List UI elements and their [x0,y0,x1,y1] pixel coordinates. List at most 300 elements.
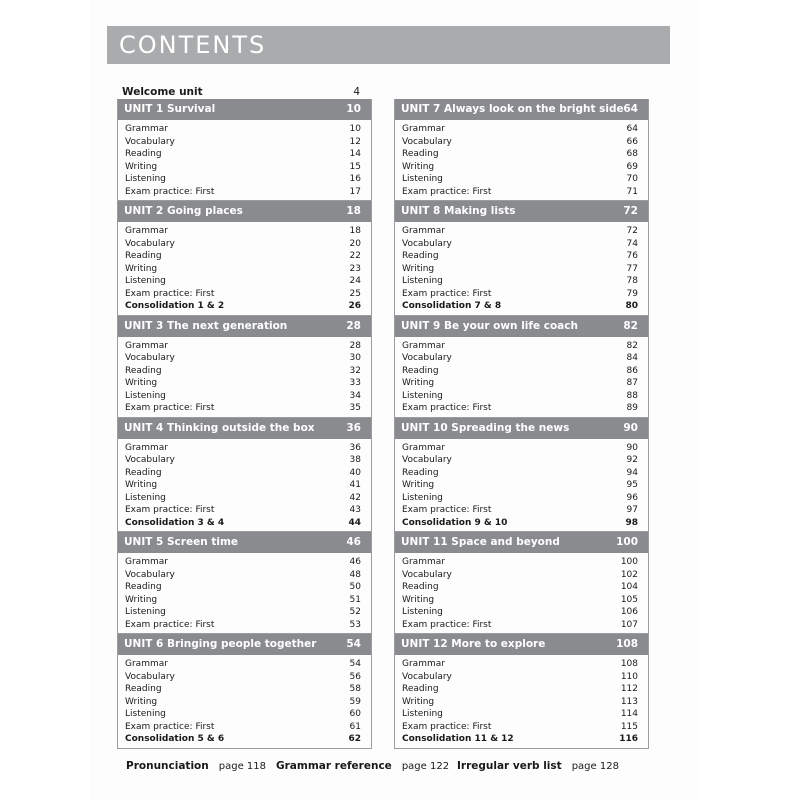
section-row[interactable] [402,683,638,696]
section-label: Reading [402,684,439,694]
section-row[interactable] [402,402,638,415]
section-page: 71 [626,186,638,197]
section-row[interactable] [402,581,638,594]
consolidation-label: Consolidation 9 & 10 [402,517,508,528]
unit-sections [395,120,648,200]
section-page: 15 [349,161,361,172]
section-row[interactable] [402,606,638,619]
welcome-unit-label: Welcome unit [122,86,203,98]
section-page: 87 [626,378,638,388]
unit-block [394,201,649,316]
section-label: Vocabulary [402,238,452,249]
section-row[interactable] [125,365,361,378]
section-row[interactable] [402,123,638,136]
unit-page: 18 [346,205,361,217]
section-row[interactable] [125,492,361,505]
welcome-unit-row[interactable] [122,84,360,100]
unit-page: 108 [616,638,638,650]
section-page: 41 [349,480,361,490]
section-page: 106 [620,607,638,617]
unit-header[interactable] [395,634,648,655]
section-row[interactable] [402,504,638,517]
footer-label: Irregular verb list [457,760,562,772]
unit-sections [395,553,648,633]
section-page: 89 [626,403,638,413]
section-label: Reading [402,582,439,592]
section-row[interactable] [402,454,638,467]
section-page: 48 [349,569,361,580]
section-label: Vocabulary [125,455,175,465]
unit-header[interactable] [395,418,648,439]
section-label: Exam practice: First [125,619,215,630]
section-row[interactable] [125,340,361,353]
section-label: Vocabulary [402,671,452,682]
section-row[interactable] [402,390,638,403]
section-page: 38 [349,455,361,465]
unit-title: UNIT 10 Spreading the news [401,421,570,434]
section-row[interactable] [125,606,361,619]
section-page: 22 [349,251,361,261]
section-row[interactable] [125,696,361,709]
unit-header[interactable] [395,201,648,222]
contents-banner [107,26,670,64]
unit-page: 36 [346,421,361,434]
section-page: 14 [349,149,361,159]
section-label: Writing [125,378,158,388]
section-label: Listening [402,390,443,401]
section-label: Reading [125,684,162,694]
section-row[interactable] [402,263,638,276]
section-page: 95 [626,480,638,490]
unit-sections [395,337,648,417]
section-page: 70 [626,174,638,184]
section-label: Listening [125,390,166,401]
section-row[interactable] [125,123,361,136]
unit-header[interactable] [118,418,371,439]
section-page: 100 [620,557,638,567]
unit-sections [118,655,371,748]
section-label: Listening [125,607,166,617]
section-label: Grammar [125,226,168,236]
consolidation-row[interactable] [402,517,638,530]
section-row[interactable] [402,186,638,199]
unit-title: UNIT 9 Be your own life coach [401,319,578,332]
section-row[interactable] [125,683,361,696]
section-label: Writing [402,378,435,388]
section-page: 20 [349,238,361,249]
section-row[interactable] [125,708,361,721]
consolidation-page: 26 [348,301,361,311]
section-page: 46 [349,557,361,567]
section-page: 115 [620,721,638,732]
section-row[interactable] [402,365,638,378]
section-row[interactable] [125,173,361,186]
section-label: Reading [402,149,439,159]
section-row[interactable] [125,377,361,390]
section-label: Writing [402,161,435,172]
section-page: 69 [626,161,638,172]
consolidation-page: 98 [625,517,638,528]
section-label: Writing [125,480,158,490]
section-row[interactable] [402,340,638,353]
section-page: 105 [620,594,638,605]
section-page: 72 [626,226,638,236]
section-page: 36 [349,442,361,453]
unit-page: 82 [623,319,638,332]
section-page: 30 [349,353,361,363]
section-row[interactable] [125,467,361,480]
section-label: Vocabulary [125,569,175,580]
section-page: 53 [349,619,361,630]
section-row[interactable] [125,556,361,569]
section-row[interactable] [125,186,361,199]
section-label: Writing [125,161,158,172]
unit-block [117,99,372,201]
section-label: Writing [125,263,158,274]
section-page: 60 [349,709,361,719]
unit-sections [118,439,371,532]
section-label: Writing [125,594,158,605]
section-label: Reading [125,582,162,592]
section-label: Writing [125,696,158,707]
unit-page: 10 [346,103,361,115]
section-page: 59 [349,696,361,707]
unit-page: 54 [346,638,361,650]
section-row[interactable] [402,658,638,671]
section-row[interactable] [125,352,361,365]
section-row[interactable] [402,479,638,492]
section-row[interactable] [402,377,638,390]
section-label: Exam practice: First [125,288,215,299]
section-page: 40 [349,467,361,478]
section-row[interactable] [125,136,361,149]
section-page: 88 [626,390,638,401]
section-row[interactable] [125,504,361,517]
unit-header[interactable] [118,316,371,337]
section-page: 96 [626,492,638,503]
consolidation-row[interactable] [125,733,361,746]
section-page: 78 [626,276,638,286]
section-page: 74 [626,238,638,249]
section-row[interactable] [125,454,361,467]
footer-label: Pronunciation [126,760,209,772]
section-row[interactable] [125,238,361,251]
section-page: 64 [626,124,638,134]
section-label: Grammar [402,659,445,669]
unit-page: 64 [623,103,638,115]
section-row[interactable] [125,569,361,582]
section-page: 76 [626,251,638,261]
unit-block [394,532,649,634]
section-row[interactable] [402,671,638,684]
section-label: Writing [402,480,435,490]
section-label: Grammar [402,557,445,567]
section-label: Exam practice: First [402,619,492,630]
unit-block [117,532,372,634]
unit-title: UNIT 5 Screen time [124,536,239,548]
section-row[interactable] [125,288,361,301]
section-label: Listening [402,607,443,617]
section-page: 86 [626,365,638,376]
section-label: Reading [402,365,439,376]
unit-sections [118,222,371,315]
section-row[interactable] [402,225,638,238]
section-row[interactable] [125,250,361,263]
section-page: 94 [626,467,638,478]
section-page: 16 [349,174,361,184]
section-label: Vocabulary [125,136,175,147]
section-label: Grammar [125,557,168,567]
section-label: Writing [402,696,435,707]
unit-page: 90 [623,421,638,434]
section-label: Vocabulary [125,353,175,363]
section-label: Exam practice: First [125,505,215,515]
consolidation-label: Consolidation 3 & 4 [125,517,225,528]
unit-title: UNIT 12 More to explore [401,638,546,650]
section-label: Listening [125,276,166,286]
unit-sections [395,222,648,315]
section-label: Reading [402,251,439,261]
consolidation-label: Consolidation 7 & 8 [402,301,502,311]
section-label: Reading [125,251,162,261]
section-page: 79 [626,288,638,299]
section-row[interactable] [125,275,361,288]
unit-block [394,634,649,749]
unit-block [117,201,372,316]
section-label: Vocabulary [402,136,452,147]
section-page: 28 [349,340,361,351]
section-page: 114 [620,709,638,719]
section-page: 90 [626,442,638,453]
section-label: Reading [125,149,162,159]
section-page: 52 [349,607,361,617]
section-page: 112 [620,684,638,694]
section-row[interactable] [125,581,361,594]
section-row[interactable] [402,492,638,505]
section-row[interactable] [402,708,638,721]
section-page: 24 [349,276,361,286]
section-label: Vocabulary [125,671,175,682]
section-row[interactable] [402,288,638,301]
unit-block [117,418,372,533]
section-page: 51 [349,594,361,605]
footer-label: Grammar reference [276,760,392,772]
section-row[interactable] [402,442,638,455]
section-row[interactable] [402,148,638,161]
section-label: Grammar [125,124,168,134]
consolidation-page: 62 [348,734,361,744]
section-page: 23 [349,263,361,274]
unit-header[interactable] [118,99,371,120]
section-row[interactable] [402,569,638,582]
section-label: Grammar [125,659,168,669]
unit-page: 100 [616,536,638,548]
unit-title: UNIT 1 Survival [124,103,216,115]
unit-title: UNIT 7 Always look on the bright side [401,103,624,115]
section-label: Grammar [125,340,168,351]
section-label: Listening [125,174,166,184]
unit-header[interactable] [118,201,371,222]
section-page: 92 [626,455,638,465]
section-label: Exam practice: First [402,403,492,413]
consolidation-label: Consolidation 1 & 2 [125,301,225,311]
consolidation-row[interactable] [402,300,638,313]
section-page: 54 [349,659,361,669]
consolidation-page: 80 [625,301,638,311]
section-page: 82 [626,340,638,351]
section-label: Exam practice: First [402,186,492,197]
unit-header[interactable] [395,532,648,553]
section-row[interactable] [402,136,638,149]
section-page: 18 [349,226,361,236]
section-row[interactable] [125,442,361,455]
section-row[interactable] [402,173,638,186]
section-page: 43 [349,505,361,515]
unit-sections [118,120,371,200]
section-label: Exam practice: First [402,721,492,732]
section-page: 12 [349,136,361,147]
section-page: 58 [349,684,361,694]
section-label: Grammar [125,442,168,453]
section-page: 107 [620,619,638,630]
unit-block [394,99,649,201]
section-label: Grammar [402,442,445,453]
consolidation-label: Consolidation 11 & 12 [402,734,514,744]
section-label: Exam practice: First [125,721,215,732]
section-row[interactable] [402,696,638,709]
unit-sections [395,655,648,748]
footer-grammar-reference[interactable] [276,759,449,773]
unit-block [117,316,372,418]
section-row[interactable] [125,619,361,632]
section-row[interactable] [125,390,361,403]
section-row[interactable] [125,148,361,161]
unit-block [117,634,372,749]
section-row[interactable] [125,671,361,684]
section-row[interactable] [125,225,361,238]
unit-sections [395,439,648,532]
unit-title: UNIT 6 Bringing people together [124,638,317,650]
section-label: Vocabulary [125,238,175,249]
section-page: 110 [620,671,638,682]
section-row[interactable] [402,275,638,288]
section-row[interactable] [402,556,638,569]
section-page: 108 [620,659,638,669]
section-page: 104 [620,582,638,592]
section-row[interactable] [125,594,361,607]
section-row[interactable] [125,402,361,415]
section-row[interactable] [125,658,361,671]
section-row[interactable] [402,352,638,365]
section-label: Reading [125,467,162,478]
contents-column-right [394,99,649,749]
section-label: Vocabulary [402,569,452,580]
section-label: Writing [402,263,435,274]
section-page: 84 [626,353,638,363]
section-label: Vocabulary [402,455,452,465]
consolidation-label: Consolidation 5 & 6 [125,734,225,744]
section-row[interactable] [402,250,638,263]
section-page: 66 [626,136,638,147]
unit-title: UNIT 3 The next generation [124,319,288,332]
footer-pronunciation[interactable] [126,759,266,773]
unit-page: 28 [346,319,361,332]
section-label: Exam practice: First [125,403,215,413]
section-row[interactable] [125,721,361,734]
section-label: Exam practice: First [402,505,492,515]
section-row[interactable] [125,263,361,276]
section-row[interactable] [402,161,638,174]
section-label: Listening [402,709,443,719]
unit-title: UNIT 8 Making lists [401,205,516,217]
welcome-unit-page: 4 [353,86,360,98]
section-page: 17 [349,186,361,197]
footer-page: page 118 [218,761,266,772]
footer-page: page 122 [401,761,450,772]
section-page: 77 [626,263,638,274]
unit-header[interactable] [395,316,648,337]
section-row[interactable] [402,594,638,607]
section-label: Listening [402,276,443,286]
section-page: 102 [620,569,638,580]
section-row[interactable] [125,161,361,174]
section-label: Grammar [402,226,445,236]
section-row[interactable] [402,238,638,251]
section-row[interactable] [402,721,638,734]
section-label: Exam practice: First [402,288,492,299]
footer-page: page 128 [571,761,619,772]
consolidation-page: 116 [619,734,638,744]
section-label: Reading [402,467,439,478]
section-page: 33 [349,378,361,388]
section-label: Vocabulary [402,353,452,363]
consolidation-row[interactable] [402,733,638,746]
section-label: Listening [125,492,166,503]
section-label: Reading [125,365,162,376]
section-page: 32 [349,365,361,376]
consolidation-row[interactable] [125,517,361,530]
section-page: 34 [349,390,361,401]
section-label: Listening [125,709,166,719]
unit-title: UNIT 4 Thinking outside the box [124,421,315,434]
unit-page: 72 [623,205,638,217]
section-label: Writing [402,594,435,605]
unit-header[interactable] [118,634,371,655]
unit-header[interactable] [118,532,371,553]
footer-irregular-verb-list[interactable] [457,759,619,773]
consolidation-row[interactable] [125,300,361,313]
section-label: Grammar [402,340,445,351]
unit-block [394,316,649,418]
section-row[interactable] [125,479,361,492]
section-page: 56 [349,671,361,682]
section-page: 10 [349,124,361,134]
unit-header[interactable] [395,99,648,120]
section-label: Exam practice: First [125,186,215,197]
section-label: Listening [402,492,443,503]
unit-title: UNIT 11 Space and beyond [401,536,560,548]
section-page: 61 [349,721,361,732]
unit-page: 46 [346,536,361,548]
section-page: 97 [626,505,638,515]
unit-sections [118,337,371,417]
section-page: 42 [349,492,361,503]
unit-sections [118,553,371,633]
section-row[interactable] [402,619,638,632]
section-label: Listening [402,174,443,184]
section-row[interactable] [402,467,638,480]
section-page: 25 [349,288,361,299]
